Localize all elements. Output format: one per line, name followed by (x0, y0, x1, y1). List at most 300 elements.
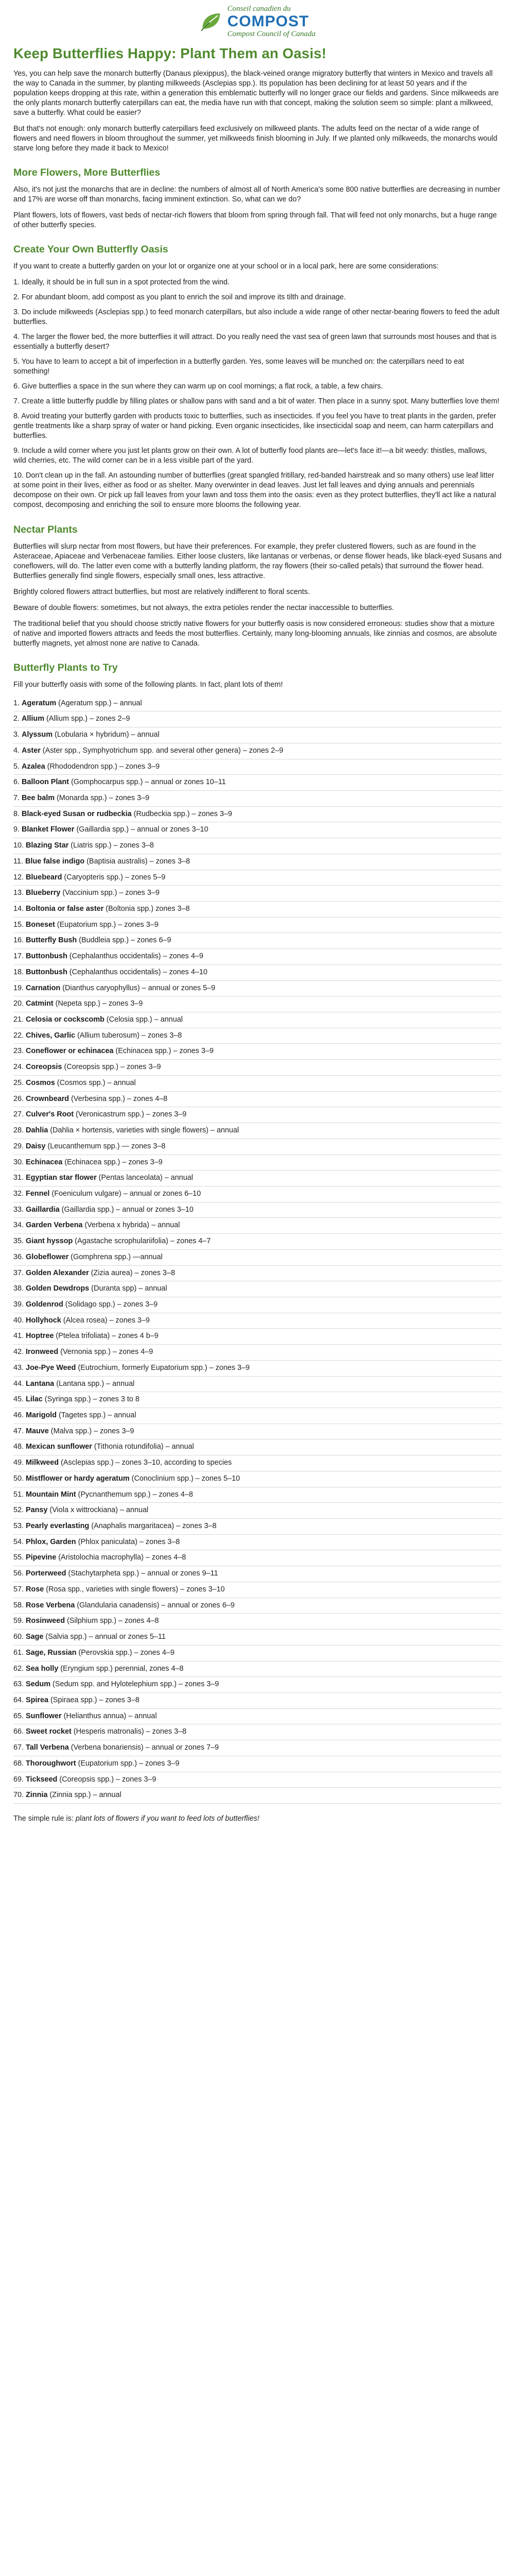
consideration-item: 5. You have to learn to accept a bit of imperfection in a butterfly garden. Yes, some leaves will be munched on: the caterpillars need to eat something! (13, 358, 465, 376)
plant-detail: (Gomphrena spp.) —annual (68, 1252, 163, 1261)
plant-name: Sedum (26, 1680, 50, 1689)
plant-number: 59. (13, 1617, 24, 1625)
plant-name: Globeflower (26, 1252, 69, 1261)
plant-item (13, 1662, 502, 1677)
plant-item (13, 1123, 502, 1139)
plant-detail: (Eupatorium spp.) – zones 3–9 (55, 920, 159, 929)
plant-item (13, 1455, 502, 1471)
plant-item (13, 1107, 502, 1123)
plant-detail: (Duranta spp) – annual (89, 1284, 167, 1293)
plant-detail: (Allium spp.) – zones 2–9 (44, 715, 130, 723)
plant-number: 56. (13, 1569, 24, 1578)
plant-name: Lilac (26, 1395, 43, 1404)
plant-name: Rosinweed (26, 1617, 65, 1625)
plant-item (13, 1709, 502, 1725)
plant-name: Rose Verbena (26, 1601, 75, 1609)
plant-detail: (Tithonia rotundifolia) – annual (92, 1443, 194, 1451)
plant-number: 66. (13, 1727, 24, 1736)
plant-name: Boneset (26, 920, 55, 929)
plant-detail: (Dahlia × hortensis, varieties with single flowers) – annual (48, 1126, 239, 1135)
plant-number: 46. (13, 1411, 24, 1419)
plant-item (13, 791, 502, 807)
plant-number: 49. (13, 1459, 24, 1467)
plant-name: Bee balm (22, 793, 55, 802)
plant-name: Buttonbush (26, 952, 67, 961)
plant-name: Marigold (26, 1411, 57, 1419)
plant-detail: (Verbesina spp.) – zones 4–8 (68, 1094, 168, 1103)
plant-name: Celosia or cockscomb (26, 1015, 105, 1024)
plant-detail: (Zizia aurea) – zones 3–8 (89, 1268, 175, 1277)
logo-main-word: COMPOST (227, 13, 310, 30)
plant-number: 18. (13, 968, 24, 976)
plant-detail: (Sedum spp. and Hylotelephium spp.) – zones 3–9 (50, 1680, 219, 1689)
plant-name: Pipevine (26, 1553, 57, 1562)
plant-item (13, 1155, 502, 1171)
plant-name: Thoroughwort (26, 1759, 76, 1768)
closing-prefix: The simple rule is: (13, 1814, 76, 1823)
intro-paragraph: Yes, you can help save the monarch butterfly (Danaus plexippus), the black-veined orange migratory butterfly that winters in Mexico and travels all the way to Canada in the summer, by planting milkweeds (Asclepias spp.). Its population has been declining for at least 50 years and if the population keeps dropping at this rate, within a generation this emblematic butterfly will no longer grace our fields and gardens. Since milkweeds are the only plants monarch butterfly caterpillars can eat, the media have run with that concept, making the solution seem so simple: plant a milkweed, save a butterfly. What could be easier? (13, 70, 499, 117)
plant-item (13, 854, 502, 870)
plant-detail: (Ptelea trifoliata) – zones 4 b–9 (54, 1332, 159, 1341)
plant-number: 27. (13, 1110, 24, 1119)
plant-item (13, 1281, 502, 1297)
plant-detail: (Eryngium spp.) perennial, zones 4–8 (58, 1664, 184, 1673)
plant-item (13, 965, 502, 981)
more-flowers-paragraph: Plant flowers, lots of flowers, vast beds of nectar-rich flowers that bloom from spring through fall. That will feed not only monarchs, but a huge range of other butterfly species. (13, 211, 497, 230)
plant-number: 67. (13, 1743, 24, 1752)
plant-number: 25. (13, 1078, 24, 1087)
plant-detail: (Eupatorium spp.) – zones 3–9 (76, 1759, 180, 1768)
plant-item (13, 1297, 502, 1313)
plant-item (13, 949, 502, 965)
consideration-item: 1. Ideally, it should be in full sun in a spot protected from the wind. (13, 278, 230, 287)
plant-number: 5. (13, 762, 20, 771)
plant-number: 22. (13, 1031, 24, 1040)
plant-item (13, 1646, 502, 1662)
plant-item (13, 1202, 502, 1218)
plant-number: 23. (13, 1047, 24, 1056)
plant-detail: (Perovskia spp.) – zones 4–9 (76, 1648, 175, 1657)
plants-intro: Fill your butterfly oasis with some of the following plants. In fact, plant lots of them! (13, 680, 283, 689)
plant-item (13, 1060, 502, 1076)
plant-number: 45. (13, 1395, 24, 1404)
plant-name: Porterweed (26, 1569, 66, 1578)
plant-detail: (Solidago spp.) – zones 3–9 (63, 1300, 158, 1309)
plant-detail: (Salvia spp.) – annual or zones 5–11 (43, 1633, 166, 1641)
consideration-item: 7. Create a little butterfly puddle by filling plates or shallow pans with sand and a bit of water. Then place in a sunny spot. Many butterflies love them! (13, 397, 500, 406)
plant-detail: (Verbena bonariensis) – annual or zones 7–9 (68, 1743, 219, 1752)
plant-number: 7. (13, 793, 20, 802)
plant-detail: (Gaillardia spp.) – annual or zones 3–10 (59, 1205, 194, 1214)
plant-item (13, 1361, 502, 1377)
plant-number: 19. (13, 984, 24, 992)
plant-number: 53. (13, 1522, 24, 1531)
plant-name: Alyssum (22, 731, 53, 739)
plant-name: Daisy (26, 1142, 46, 1150)
plant-detail: (Monarda spp.) – zones 3–9 (55, 793, 150, 802)
intro-section (13, 69, 502, 154)
plant-name: Gaillardia (26, 1205, 60, 1214)
plant-number: 17. (13, 952, 24, 961)
plant-name: Mountain Mint (26, 1490, 76, 1499)
compost-council-logo[interactable] (199, 5, 315, 38)
plant-item (13, 775, 502, 791)
plant-number: 54. (13, 1537, 24, 1546)
plant-number: 63. (13, 1680, 24, 1689)
plant-name: Tickseed (26, 1775, 58, 1784)
plant-item (13, 1788, 502, 1804)
plant-item (13, 1503, 502, 1519)
plant-detail: (Glandularia canadensis) – annual or zones 6–9 (75, 1601, 235, 1609)
plant-item (13, 1092, 502, 1108)
plant-number: 30. (13, 1158, 24, 1166)
plant-number: 55. (13, 1553, 24, 1562)
plant-detail: (Tagetes spp.) – annual (56, 1411, 136, 1419)
plant-name: Giant hyssop (26, 1237, 73, 1246)
plant-name: Coneflower or echinacea (26, 1047, 114, 1056)
plant-item (13, 1566, 502, 1582)
plant-number: 28. (13, 1126, 24, 1135)
plant-name: Spirea (26, 1696, 49, 1704)
plant-item (13, 1313, 502, 1329)
plants-list (13, 696, 502, 1804)
plant-detail: (Asclepias spp.) – zones 3–10, according to species (59, 1459, 232, 1467)
plant-name: Dahlia (26, 1126, 48, 1135)
plant-item (13, 743, 502, 759)
plant-detail: (Zinnia spp.) – annual (47, 1791, 122, 1800)
plant-name: Blazing Star (26, 841, 69, 850)
plant-detail: (Ageratum spp.) – annual (56, 699, 142, 707)
plant-item (13, 1392, 502, 1408)
plant-item (13, 981, 502, 997)
plant-item (13, 822, 502, 838)
plant-name: Joe-Pye Weed (26, 1363, 76, 1372)
plant-detail: (Vaccinium spp.) – zones 3–9 (60, 889, 160, 897)
plant-item (13, 1550, 502, 1566)
plant-number: 58. (13, 1601, 24, 1609)
plant-item (13, 1234, 502, 1250)
intro-paragraph: But that's not enough: only monarch butterfly caterpillars feed exclusively on milkweed plants. The adults feed on the nectar of a wide range of flowers and need flowers in bloom throughout the summer, yet milkweeds finish blooming in July. If we planted only milkweeds, the monarchs would starve long before they made it back to Mexico! (13, 125, 497, 153)
plant-item (13, 918, 502, 934)
plant-detail: (Foeniculum vulgare) – annual or zones 6–10 (49, 1189, 201, 1198)
plant-name: Zinnia (26, 1791, 48, 1800)
plant-name: Hoptree (26, 1332, 54, 1341)
plant-name: Ironweed (26, 1348, 59, 1357)
plant-name: Goldenrod (26, 1300, 63, 1309)
plant-name: Echinacea (26, 1158, 63, 1166)
plant-number: 44. (13, 1379, 24, 1388)
plant-number: 32. (13, 1189, 24, 1198)
consideration-item: 2. For abundant bloom, add compost as you plant to enrich the soil and improve its tilth and drainage. (13, 293, 346, 302)
plant-detail: (Viola x wittrockiana) – annual (47, 1506, 149, 1515)
plant-name: Aster (22, 746, 41, 755)
plant-number: 8. (13, 809, 20, 818)
plant-name: Buttonbush (26, 968, 67, 976)
plant-item (13, 1408, 502, 1424)
plant-name: Coreopsis (26, 1063, 62, 1072)
plant-item (13, 1329, 502, 1345)
plant-item (13, 1693, 502, 1709)
plant-item (13, 1724, 502, 1740)
plant-number: 21. (13, 1015, 24, 1024)
closing-emphasis: plant lots of flowers if you want to feed lots of butterflies! (75, 1814, 260, 1823)
plant-name: Pearly everlasting (26, 1522, 90, 1531)
plant-detail: (Dianthus caryophyllus) – annual or zones 5–9 (60, 984, 215, 992)
plant-detail: (Pycnanthemum spp.) – zones 4–8 (76, 1490, 193, 1499)
consideration-item: 10. Don't clean up in the fall. An astounding number of butterflies (great spangled fritillary, red-banded hairstreak and so many others) use leaf litter at some point in their lives, either as food or as shelter. Many overwinter in dead leaves. Just let fall leaves and dying annuals and perennials decompose on their own. Or pick up fall leaves from your lawn and toss them into the oasis: even as they protect butterflies, they'll act like a natural compost, decomposing and enriching the soil to ensure more blooms the following year. (13, 471, 496, 510)
plant-item (13, 1171, 502, 1187)
section-heading-nectar: Nectar Plants (13, 523, 78, 535)
plant-name: Allium (22, 715, 44, 723)
plant-name: Cosmos (26, 1078, 55, 1087)
plant-item (13, 996, 502, 1012)
plant-number: 62. (13, 1664, 24, 1673)
plant-item (13, 1439, 502, 1455)
plant-number: 9. (13, 825, 20, 834)
plant-item (13, 1076, 502, 1092)
plant-number: 35. (13, 1237, 24, 1246)
plant-number: 1. (13, 699, 20, 707)
plant-detail: (Cephalanthus occidentalis) – zones 4–9 (67, 952, 203, 961)
leaf-logo-icon (199, 11, 223, 32)
plant-detail: (Caryopteris spp.) – zones 5–9 (62, 873, 166, 882)
plant-item (13, 711, 502, 727)
plant-item (13, 1345, 502, 1361)
plant-item (13, 1677, 502, 1693)
plant-item (13, 1630, 502, 1646)
closing-note (13, 1814, 502, 1824)
plant-name: Balloon Plant (22, 778, 69, 787)
plant-number: 3. (13, 731, 20, 739)
plant-name: Sweet rocket (26, 1727, 72, 1736)
plant-name: Carnation (26, 984, 61, 992)
section-heading-oasis: Create Your Own Butterfly Oasis (13, 244, 168, 256)
plant-number: 39. (13, 1300, 24, 1309)
plant-item (13, 1487, 502, 1503)
logo-top-line: Conseil canadien du (227, 5, 291, 13)
plant-detail: (Eutrochium, formerly Eupatorium spp.) – zones 3–9 (76, 1363, 250, 1372)
plant-name: Mauve (26, 1427, 49, 1435)
consideration-item: 9. Include a wild corner where you just let plants grow on their own. A lot of butterfly food plants are—let's face it!—a bit weedy: thistles, mallows, wild cherries, etc. The wild corner can be in a less visible part of the yard. (13, 447, 487, 465)
plant-detail: (Boltonia spp.) zones 3–8 (104, 905, 190, 913)
plant-item (13, 1598, 502, 1614)
plant-item (13, 1756, 502, 1772)
plant-name: Sea holly (26, 1664, 59, 1673)
site-header (13, 0, 502, 38)
plant-name: Golden Dewdrops (26, 1284, 90, 1293)
plant-detail: (Hesperis matronalis) – zones 3–8 (71, 1727, 186, 1736)
plant-detail: (Gaillardia spp.) – annual or zones 3–10 (74, 825, 209, 834)
plant-detail: (Cosmos spp.) – annual (55, 1078, 136, 1087)
plant-number: 50. (13, 1474, 24, 1483)
plant-number: 6. (13, 778, 20, 787)
plant-item (13, 1535, 502, 1551)
plant-name: Crownbeard (26, 1094, 69, 1103)
plant-detail: (Phlox paniculata) – zones 3–8 (76, 1537, 180, 1546)
plant-name: Rose (26, 1585, 44, 1594)
plant-name: Butterfly Bush (26, 936, 77, 945)
plant-item (13, 1012, 502, 1028)
plant-name: Tall Verbena (26, 1743, 69, 1752)
plant-item (13, 1218, 502, 1234)
nectar-paragraph: The traditional belief that you should choose strictly native flowers for your butterfly oasis is now considered erroneous: studies show that a mixture of native and imported flowers attracts and feeds the most butterflies. Certainly, many long-blooming annuals, like zinnias and cosmos, are absolute butterfly magnets, yet almost none are native to Canada. (13, 619, 497, 648)
plant-name: Sage (26, 1633, 44, 1641)
plant-number: 41. (13, 1332, 24, 1341)
plant-number: 31. (13, 1174, 24, 1182)
logo-bottom-line: Compost Council of Canada (227, 30, 316, 38)
plant-detail: (Syringa spp.) – zones 3 to 8 (42, 1395, 140, 1404)
plant-item (13, 886, 502, 902)
plant-name: Lantana (26, 1379, 55, 1388)
plant-detail: (Allium tuberosum) – zones 3–8 (75, 1031, 182, 1040)
plant-item (13, 933, 502, 949)
plant-number: 65. (13, 1711, 24, 1720)
consideration-item: 6. Give butterflies a space in the sun where they can warm up on cool mornings; a flat rock, a table, a few chairs. (13, 382, 383, 391)
plant-detail: (Leucanthemum spp.) — zones 3–8 (45, 1142, 166, 1150)
plant-name: Pansy (26, 1506, 48, 1515)
plant-number: 60. (13, 1633, 24, 1641)
plant-name: Hollyhock (26, 1316, 61, 1325)
plant-detail: (Echinacea spp.) – zones 3–9 (62, 1158, 163, 1166)
plant-number: 61. (13, 1648, 24, 1657)
consideration-item: 8. Avoid treating your butterfly garden with products toxic to butterflies, such as insecticides. If you feel you have to treat plants in the garden, prefer gentle treatments like a sharp spray of water or hand picking. Even organic insecticides, like insecticidal soap and neem, can harm caterpillars and butterflies. (13, 412, 496, 440)
plant-number: 33. (13, 1205, 24, 1214)
plant-name: Bluebeard (26, 873, 62, 882)
plant-number: 26. (13, 1094, 24, 1103)
plant-name: Blanket Flower (22, 825, 75, 834)
plant-number: 47. (13, 1427, 24, 1435)
plant-detail: (Baptisia australis) – zones 3–8 (84, 857, 190, 866)
section-heading-more-flowers: More Flowers, More Butterflies (13, 167, 160, 179)
plant-number: 12. (13, 873, 24, 882)
nectar-paragraph: Brightly colored flowers attract butterflies, but most are relatively indifferent to floral scents. (13, 587, 310, 596)
plant-number: 20. (13, 999, 24, 1008)
plant-number: 34. (13, 1221, 24, 1230)
plant-name: Garden Verbena (26, 1221, 83, 1230)
plant-detail: (Aristolochia macrophylla) – zones 4–8 (56, 1553, 186, 1562)
plant-number: 11. (13, 857, 23, 866)
plant-name: Sunflower (26, 1711, 62, 1720)
plant-item (13, 1424, 502, 1440)
plant-number: 4. (13, 746, 20, 755)
considerations-list (13, 278, 502, 510)
plant-number: 36. (13, 1252, 24, 1261)
plant-name: Ageratum (22, 699, 57, 707)
logo-text (227, 5, 315, 38)
plant-number: 48. (13, 1443, 24, 1451)
plant-detail: (Spiraea spp.) – zones 3–8 (48, 1696, 140, 1704)
plant-name: Phlox, Garden (26, 1537, 76, 1546)
plant-detail: (Coreopsis spp.) – zones 3–9 (62, 1063, 161, 1072)
plant-detail: (Helianthus annua) – annual (61, 1711, 157, 1720)
plant-number: 43. (13, 1363, 24, 1372)
consideration-item: 4. The larger the flower bed, the more butterflies it will attract. Do you really need the vast sea of green lawn that surrounds most houses and that is essentially a butterfly desert? (13, 333, 497, 351)
plant-name: Milkweed (26, 1459, 59, 1467)
plant-detail: (Cephalanthus occidentalis) – zones 4–10 (67, 968, 208, 976)
plant-item (13, 1377, 502, 1393)
plant-detail: (Nepeta spp.) – zones 3–9 (53, 999, 143, 1008)
plant-number: 68. (13, 1759, 24, 1768)
plant-item (13, 1772, 502, 1788)
plant-number: 29. (13, 1142, 24, 1150)
plant-detail: (Liatris spp.) – zones 3–8 (68, 841, 154, 850)
plant-number: 2. (13, 715, 20, 723)
plant-item (13, 1614, 502, 1630)
plant-item (13, 1187, 502, 1202)
plant-detail: (Rosa spp., varieties with single flowers) – zones 3–10 (44, 1585, 225, 1594)
plant-item (13, 1519, 502, 1535)
plant-number: 70. (13, 1791, 24, 1800)
plant-name: Black-eyed Susan or rudbeckia (22, 809, 132, 818)
plant-item (13, 759, 502, 775)
plant-name: Sage, Russian (26, 1648, 77, 1657)
plant-detail: (Anaphalis margaritacea) – zones 3–8 (89, 1522, 217, 1531)
plant-detail: (Veronicastrum spp.) – zones 3–9 (74, 1110, 187, 1119)
plant-number: 69. (13, 1775, 24, 1784)
plant-number: 38. (13, 1284, 24, 1293)
plant-number: 10. (13, 841, 24, 850)
nectar-paragraph: Butterflies will slurp nectar from most flowers, but have their preferences. For example, they prefer clustered flowers, such as are found in the Asteraceae, Apiaceae and Verbenaceae families. Either loose clusters, like lantanas or verbenas, or dense flower heads, like black-eyed Susans and coneflowers, will do. The latter even come with a butterfly landing platform, the ray flowers (their so-called petals) that surround the flower head. Butterflies generally find single flowers, especially small ones, less attractive. (13, 542, 502, 580)
plant-number: 37. (13, 1268, 24, 1277)
plant-detail: (Lobularia × hybridum) – annual (53, 731, 160, 739)
plant-detail: (Rudbeckia spp.) – zones 3–9 (131, 809, 232, 818)
plant-detail: (Buddleia spp.) – zones 6–9 (77, 936, 171, 945)
plant-number: 42. (13, 1348, 24, 1357)
plant-number: 57. (13, 1585, 24, 1594)
plant-number: 52. (13, 1506, 24, 1515)
plant-item (13, 838, 502, 854)
plant-detail: (Coreopsis spp.) – zones 3–9 (57, 1775, 157, 1784)
plant-item (13, 1471, 502, 1487)
plant-number: 13. (13, 889, 24, 897)
plant-number: 40. (13, 1316, 24, 1325)
plant-detail: (Aster spp., Symphyotrichum spp. and several other genera) – zones 2–9 (40, 746, 283, 755)
plant-number: 16. (13, 936, 24, 945)
plant-item (13, 1028, 502, 1044)
plant-detail: (Vernonia spp.) – zones 4–9 (58, 1348, 153, 1357)
plant-item (13, 1139, 502, 1155)
plant-name: Blue false indigo (25, 857, 85, 866)
plant-detail: (Malva spp.) – zones 3–9 (48, 1427, 134, 1435)
plant-item (13, 807, 502, 823)
plant-detail: (Echinacea spp.) – zones 3–9 (113, 1047, 214, 1056)
plant-detail: (Verbena x hybrida) – annual (82, 1221, 180, 1230)
plant-detail: (Celosia spp.) – annual (104, 1015, 183, 1024)
plant-detail: (Stachytarpheta spp.) – annual or zones 9–11 (66, 1569, 218, 1578)
plant-name: Azalea (22, 762, 45, 771)
plant-item (13, 870, 502, 886)
plant-item (13, 727, 502, 743)
plant-name: Golden Alexander (26, 1268, 89, 1277)
plant-detail: (Gomphocarpus spp.) – annual or zones 10–11 (68, 778, 226, 787)
plant-detail: (Rhododendron spp.) – zones 3–9 (45, 762, 160, 771)
plant-item (13, 1250, 502, 1266)
plant-item (13, 1740, 502, 1756)
plant-item (13, 902, 502, 918)
nectar-paragraph: Beware of double flowers: sometimes, but not always, the extra petioles render the nectar inaccessible to butterflies. (13, 603, 394, 612)
article-title: Keep Butterflies Happy: Plant Them an Oasis! (13, 45, 327, 61)
plant-item (13, 1582, 502, 1598)
more-flowers-paragraph: Also, it's not just the monarchs that are in decline: the numbers of almost all of North America's some 800 native butterflies are decreasing in number and 17% are worse off than monarchs, facing imminent extinction. So, what can we do? (13, 185, 501, 204)
oasis-intro: If you want to create a butterfly garden on your lot or organize one at your school or in a local park, here are some considerations: (13, 262, 439, 271)
plant-item (13, 696, 502, 712)
plant-detail: (Lantana spp.) – annual (54, 1379, 135, 1388)
consideration-item: 3. Do include milkweeds (Asclepias spp.) to feed monarch caterpillars, but also include a wide range of other nectar-bearing flowers to feed the adult butterflies. (13, 308, 500, 327)
plant-name: Mistflower or hardy ageratum (26, 1474, 130, 1483)
plant-item (13, 1266, 502, 1282)
plant-detail: (Pentas lanceolata) – annual (96, 1174, 193, 1182)
plant-number: 15. (13, 920, 24, 929)
